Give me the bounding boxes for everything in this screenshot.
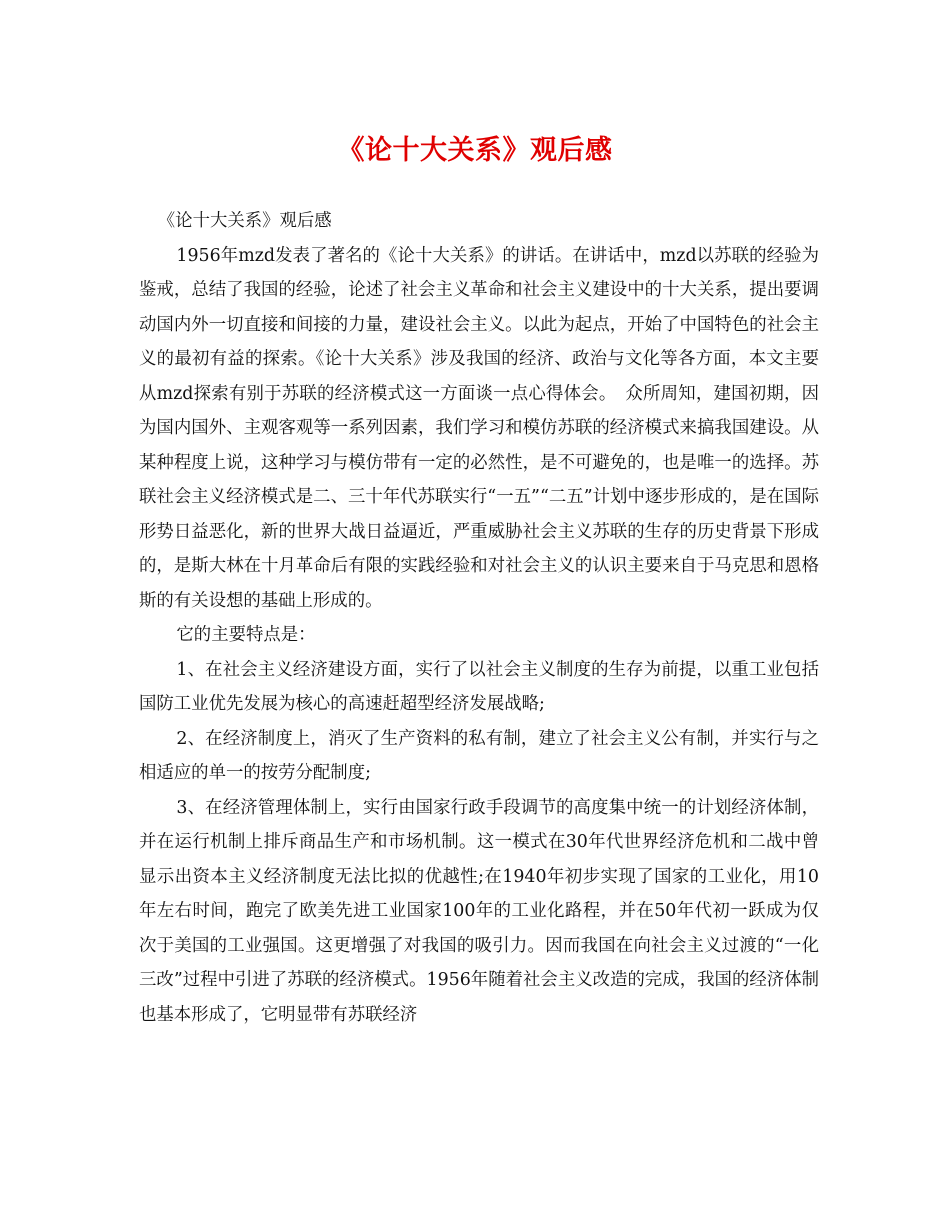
paragraph-intro: 1956年mzd发表了著名的《论十大关系》的讲话。在讲话中，mzd以苏联的经验为鉴戒，总结了我国的经验，论述了社会主义革命和社会主义建设中的十大关系，提出要调动国内外一切直接和间接的力量，建设社会主义。以此为起点，开始了中国特色的社会主义的最初有益的探索。《论十大关系》涉及我国的经济、政治与文化等各方面，本文主要从mzd探索有别于苏联的经济模式这一方面谈一点心得体会。 众所周知，建国初期，因为国内国外、主观客观等一系列因素，我们学习和模仿苏联的经济模式来搞我国建设。从某种程度上说，这种学习与模仿带有一定的必然性，是不可避免的，也是唯一的选择。苏联社会主义经济模式是二、三十年代苏联实行“一五”“二五”计划中逐步形成的，是在国际形势日益恶化，新的世界大战日益逼近，严重威胁社会主义苏联的生存的历史背景下形成的，是斯大林在十月革命后有限的实践经验和对社会主义的认识主要来自于马克思和恩格斯的有关设想的基础上形成的。 [139,245,819,611]
paragraph-feature-3: 3、在经济管理体制上，实行由国家行政手段调节的高度集中统一的计划经济体制，并在运行机制上排斥商品生产和市场机制。这一模式在30年代世界经济危机和二战中曾显示出资本主义经济制度无法比拟的优越性;在1940年初步实现了国家的工业化，用10年左右时间，跑完了欧美先进工业国家100年的工业化路程，并在50年代初一跃成为仅次于美国的工业强国。这更增强了对我国的吸引力。因而我国在向社会主义过渡的“一化三改”过程中引进了苏联的经济模式。1956年随着社会主义改造的完成，我国的经济体制也基本形成了，它明显带有苏联经济 [139,797,819,1025]
document-body [139,204,819,1032]
paragraph-feature-2: 2、在经济制度上，消灭了生产资料的私有制，建立了社会主义公有制，并实行与之相适应的单一的按劳分配制度; [139,728,819,783]
body-subtitle: 《论十大关系》观后感 [157,211,332,231]
paragraph-feature-1: 1、在社会主义经济建设方面，实行了以社会主义制度的生存为前提，以重工业包括国防工业优先发展为核心的高速赶超型经济发展战略; [139,659,819,714]
paragraph-features-heading: 它的主要特点是： [176,625,316,645]
document-title: 《论十大关系》观后感 [337,135,613,166]
